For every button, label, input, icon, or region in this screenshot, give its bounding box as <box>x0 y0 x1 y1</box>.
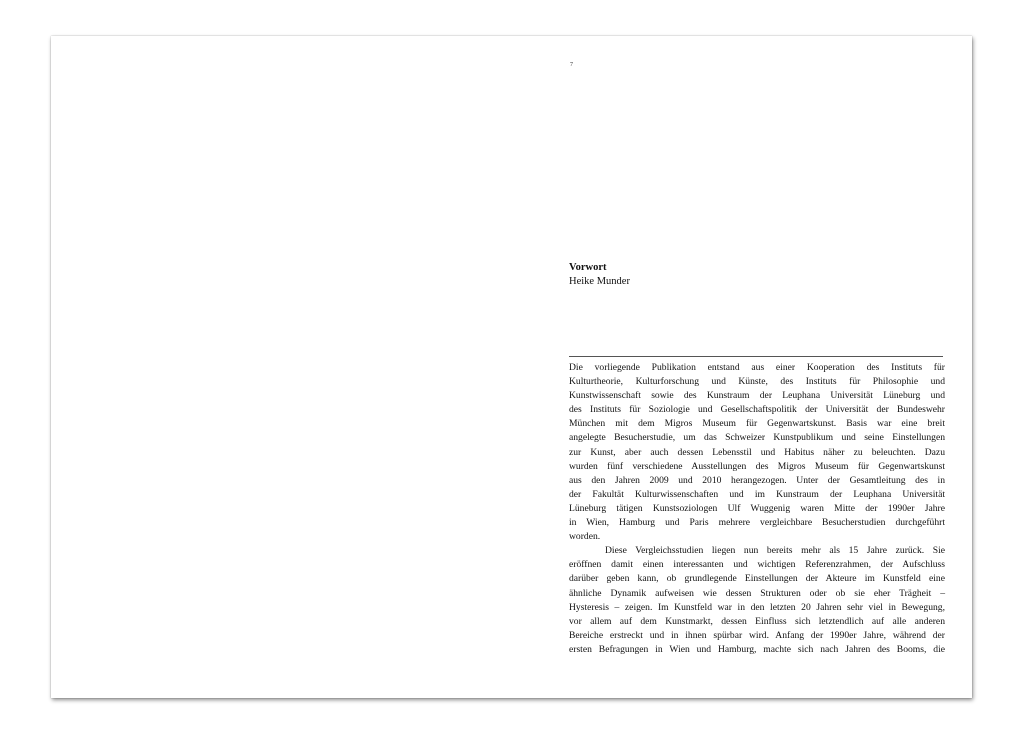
body-line: Kunstwissenschaft sowie des Kunstraum der Leuphana Universität Lüneburg und <box>569 390 945 402</box>
body-line: aus den Jahren 2009 und 2010 herangezogen. Unter der Gesamtleitung des in <box>569 474 945 486</box>
chapter-heading <box>569 261 630 289</box>
body-line: wurden fünf verschiedene Ausstellungen des Migros Museum für Gegenwartskunst <box>569 460 945 472</box>
body-line: der Fakultät Kulturwissenschaften und im Kunstraum der Leuphana Universität <box>569 488 945 500</box>
body-line: ersten Befragungen in Wien und Hamburg, machte sich nach Jahren des Booms, die <box>569 643 945 655</box>
body-line: München mit dem Migros Museum für Gegenwartskunst. Basis war eine breit <box>569 418 945 430</box>
divider-rule <box>569 356 943 357</box>
body-line: Diese Vergleichsstudien liegen nun bereits mehr als 15 Jahre zurück. Sie <box>605 545 945 557</box>
body-line: vor allem auf dem Kunstmarkt, dessen Einfluss sich letztendlich auf alle anderen <box>569 615 945 627</box>
book-spread <box>51 36 972 698</box>
body-line: worden. <box>569 531 601 543</box>
body-line: des Instituts für Soziologie und Gesellschaftspolitik der Universität der Bundeswehr <box>569 404 945 416</box>
body-text <box>569 361 945 657</box>
body-line: zur Kunst, aber auch dessen Lebensstil und Habitus näher zu beleuchten. Dazu <box>569 446 945 458</box>
body-line: Bereiche erstreckt und in ihnen spürbar wird. Anfang der 1990er Jahre, während der <box>569 629 945 641</box>
chapter-author: Heike Munder <box>569 276 630 287</box>
body-line: Lüneburg tätigen Kunstsoziologen Ulf Wuggenig waren Mitte der 1990er Jahre <box>569 502 945 514</box>
body-line: Hysteresis – zeigen. Im Kunstfeld war in den letzten 20 Jahren sehr viel in Bewegung, <box>569 601 945 613</box>
body-line: in Wien, Hamburg und Paris mehrere vergleichbare Besucherstudien durchgeführt <box>569 517 945 529</box>
page-number: 7 <box>570 62 573 68</box>
chapter-title: Vorwort <box>569 262 607 273</box>
body-line: Die vorliegende Publikation entstand aus einer Kooperation des Instituts für <box>569 362 945 373</box>
body-line: eröffnen damit einen interessanten und wichtigen Referenzrahmen, der Aufschluss <box>569 559 945 571</box>
body-line: darüber geben kann, ob grundlegende Einstellungen der Akteure im Kunstfeld eine <box>569 573 945 585</box>
body-line: angelegte Besucherstudie, um das Schweizer Kunstpublikum und seine Einstellungen <box>569 432 945 444</box>
body-line: Kulturtheorie, Kulturforschung und Künste, des Instituts für Philosophie und <box>569 376 945 388</box>
body-line: ähnliche Dynamik aufweisen wie dessen Strukturen oder ob sie eher Trägheit – <box>569 587 945 599</box>
